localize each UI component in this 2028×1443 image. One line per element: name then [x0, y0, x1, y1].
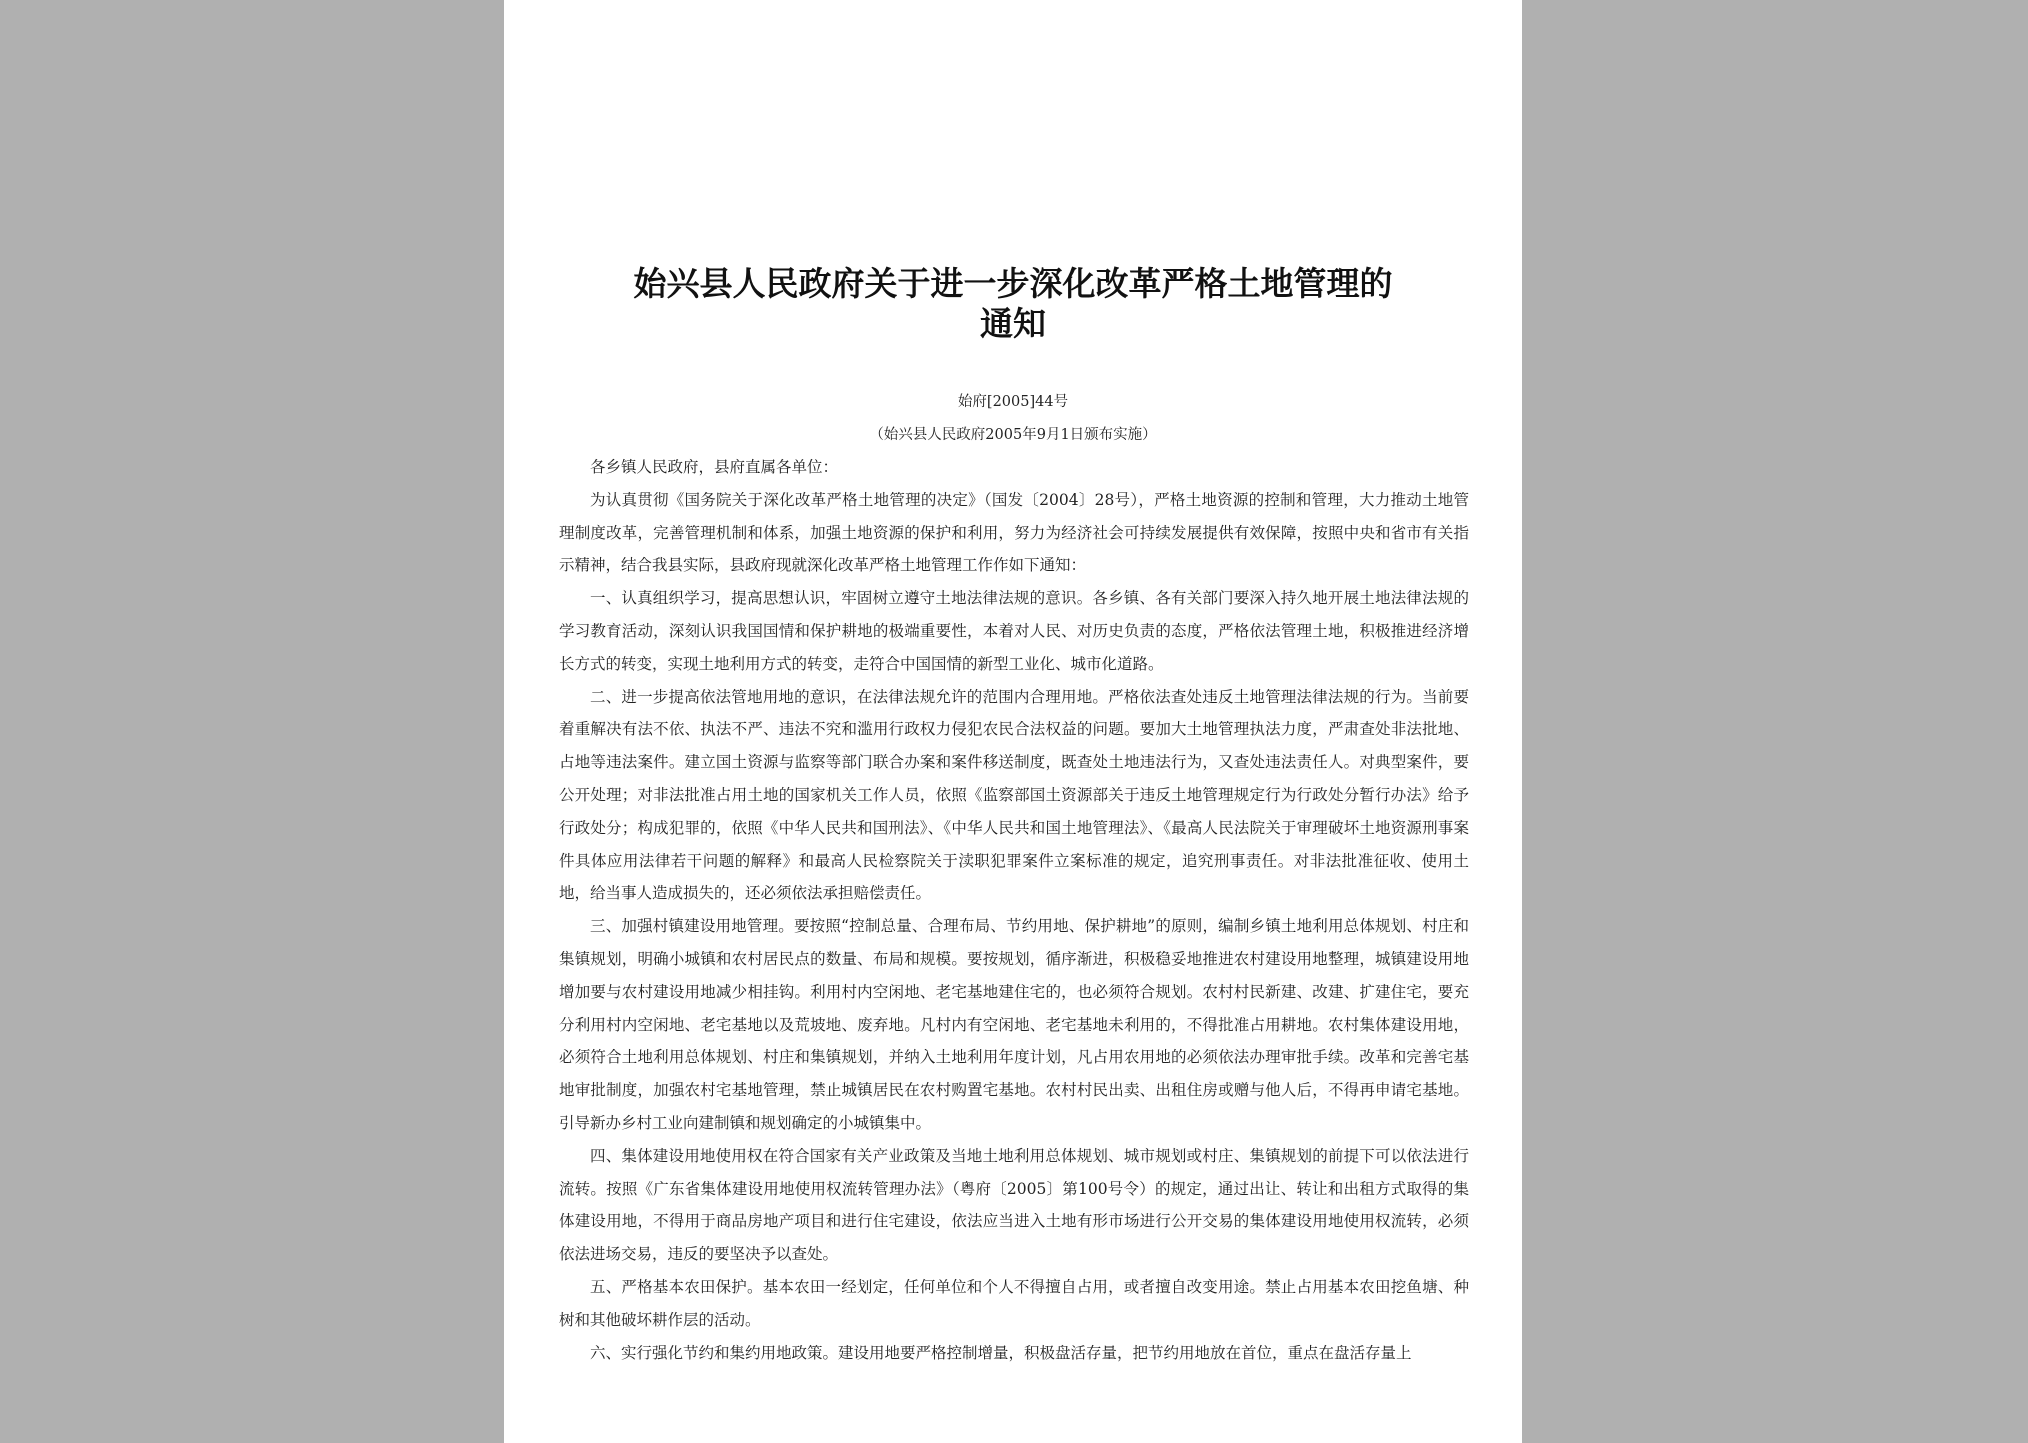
salutation: 各乡镇人民政府，县府直属各单位：	[590, 458, 839, 476]
issue-note: （始兴县人民政府2005年9月1日颁布实施）	[869, 427, 1157, 443]
paragraph-1: 一、认真组织学习，提高思想认识，牢固树立遵守土地法律法规的意识。各乡镇、各有关部门要深入持久地开展土地法律法规的学习教育活动，深刻认识我国国情和保护耕地的极端重要性，本着对人民、对历史负责的态度，严格依法管理土地，积极推进经济增长方式的转变，实现土地利用方式的转变，走符合中国国情的新型工业化、城市化道路。	[559, 589, 1469, 673]
paragraph-5: 五、严格基本农田保护。基本农田一经划定，任何单位和个人不得擅自占用，或者擅自改变用途。禁止占用基本农田挖鱼塘、种树和其他破坏耕作层的活动。	[559, 1277, 1469, 1329]
paragraph-3: 三、加强村镇建设用地管理。要按照“控制总量、合理布局、节约用地、保护耕地”的原则，编制乡镇土地利用总体规划、村庄和集镇规划，明确小城镇和农村居民点的数量、布局和规模。要按规划，循序渐进，积极稳妥地推进农村建设用地整理，城镇建设用地增加要与农村建设用地减少相挂钩。利用村内空闲地、老宅基地建住宅的，也必须符合规划。农村村民新建、改建、扩建住宅，要充分利用村内空闲地、老宅基地以及荒坡地、废弃地。凡村内有空闲地、老宅基地未利用的，不得批准占用耕地。农村集体建设用地，必须符合土地利用总体规划、村庄和集镇规划，并纳入土地利用年度计划，凡占用农用地的必须依法办理审批手续。改革和完善宅基地审批制度，加强农村宅基地管理，禁止城镇居民在农村购置宅基地。农村村民出卖、出租住房或赠与他人后，不得再申请宅基地。引导新办乡村工业向建制镇和规划确定的小城镇集中。	[559, 917, 1469, 1132]
document-title-line-2: 通知	[980, 304, 1046, 343]
paragraph-2: 二、进一步提高依法管地用地的意识，在法律法规允许的范围内合理用地。严格依法查处违反土地管理法律法规的行为。当前要着重解决有法不依、执法不严、违法不究和滥用行政权力侵犯农民合法权益的问题。要加大土地管理执法力度，严肃查处非法批地、占地等违法案件。建立国土资源与监察等部门联合办案和案件移送制度，既查处土地违法行为，又查处违法责任人。对典型案件，要公开处理；对非法批准占用土地的国家机关工作人员，依照《监察部国土资源部关于违反土地管理规定行为行政处分暂行办法》给予行政处分；构成犯罪的，依照《中华人民共和国刑法》、《中华人民共和国土地管理法》、《最高人民法院关于审理破坏土地资源刑事案件具体应用法律若干问题的解释》和最高人民检察院关于渎职犯罪案件立案标准的规定，追究刑事责任。对非法批准征收、使用土地，给当事人造成损失的，还必须依法承担赔偿责任。	[559, 687, 1469, 903]
document-page	[504, 0, 1522, 1443]
paragraph-6: 六、实行强化节约和集约用地政策。建设用地要严格控制增量，积极盘活存量，把节约用地放在首位，重点在盘活存量上	[590, 1343, 1412, 1362]
paragraph-4: 四、集体建设用地使用权在符合国家有关产业政策及当地土地利用总体规划、城市规划或村庄、集镇规划的前提下可以依法进行流转。按照《广东省集体建设用地使用权流转管理办法》（粤府〔2005〕第100号令）的规定，通过出让、转让和出租方式取得的集体建设用地，不得用于商品房地产项目和进行住宅建设，依法应当进入土地有形市场进行公开交易的集体建设用地使用权流转，必须依法进场交易，违反的要坚决予以查处。	[559, 1146, 1469, 1264]
document-number: 始府[2005]44号	[957, 394, 1069, 410]
paragraph-intro: 为认真贯彻《国务院关于深化改革严格土地管理的决定》（国发〔2004〕28号），严格土地资源的控制和管理，大力推动土地管理制度改革，完善管理机制和体系，加强土地资源的保护和利用，努力为经济社会可持续发展提供有效保障，按照中央和省市有关指示精神，结合我县实际，县政府现就深化改革严格土地管理工作作如下通知：	[559, 490, 1469, 575]
document-title-line-1: 始兴县人民政府关于进一步深化改革严格土地管理的	[633, 264, 1393, 303]
document-body	[559, 451, 1469, 1369]
